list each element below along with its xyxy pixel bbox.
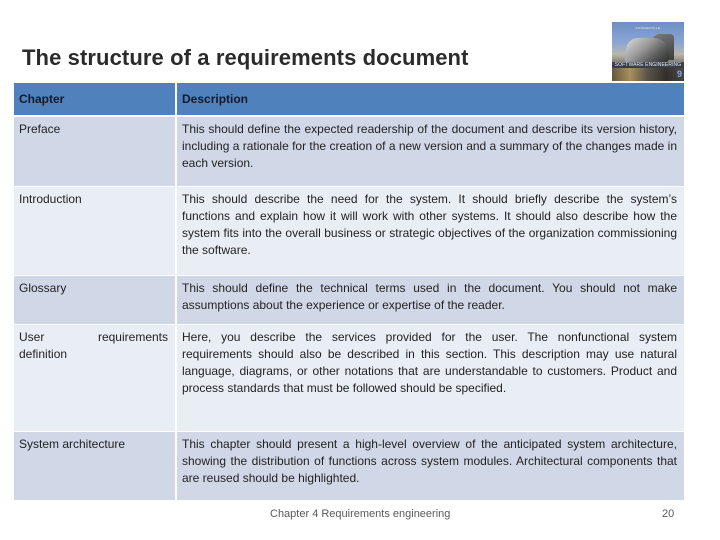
book-cover-image [612,22,684,81]
requirements-structure-table [14,83,684,501]
table-row [14,117,684,187]
table-row [14,276,684,325]
table-row [14,432,684,501]
description-cell: This should describe the need for the system. It should briefly describe the system’s functions and explain how it will work with other systems. It should also describe how the system fits into the overall business or strategic objectives of the organization commissioning the software. [175,187,684,276]
slide-title: The structure of a requirements document [22,45,469,70]
column-header-description: Description [175,83,684,117]
book-author: SOMMERVILLE [635,26,661,30]
book-title: SOFTWARE ENGINEERING [614,62,682,68]
book-edition: 9 [676,69,682,79]
page-number: 20 [662,508,675,520]
column-header-chapter: Chapter [14,83,175,117]
chapter-cell: Preface [14,117,175,187]
cover-photo-strip [612,68,684,81]
building-graphic [624,38,671,62]
chapter-cell: Glossary [14,276,175,325]
table-row [14,325,684,432]
chapter-cell: System architecture [14,432,175,501]
chapter-cell: Introduction [14,187,175,276]
table-header-row [14,83,684,117]
footer-chapter-label: Chapter 4 Requirements engineering [270,508,451,520]
description-cell: This should define the expected readership of the document and describe its version history, including a rationale for the creation of a new version and a summary of the changes made in each version. [175,117,684,187]
description-cell: This should define the technical terms used in the document. You should not make assumptions about the experience or expertise of the reader. [175,276,684,325]
description-cell: This chapter should present a high-level overview of the anticipated system architecture, showing the distribution of functions across system modules. Architectural components that are reused should be highlighted. [175,432,684,501]
table-row [14,187,684,276]
chapter-cell: User requirements definition [14,325,175,432]
description-cell: Here, you describe the services provided for the user. The nonfunctional system requirements should also be described in this section. This description may use natural language, diagrams, or other notations that are understandable to customers. Product and process standards that must be followed should be specified. [175,325,684,432]
